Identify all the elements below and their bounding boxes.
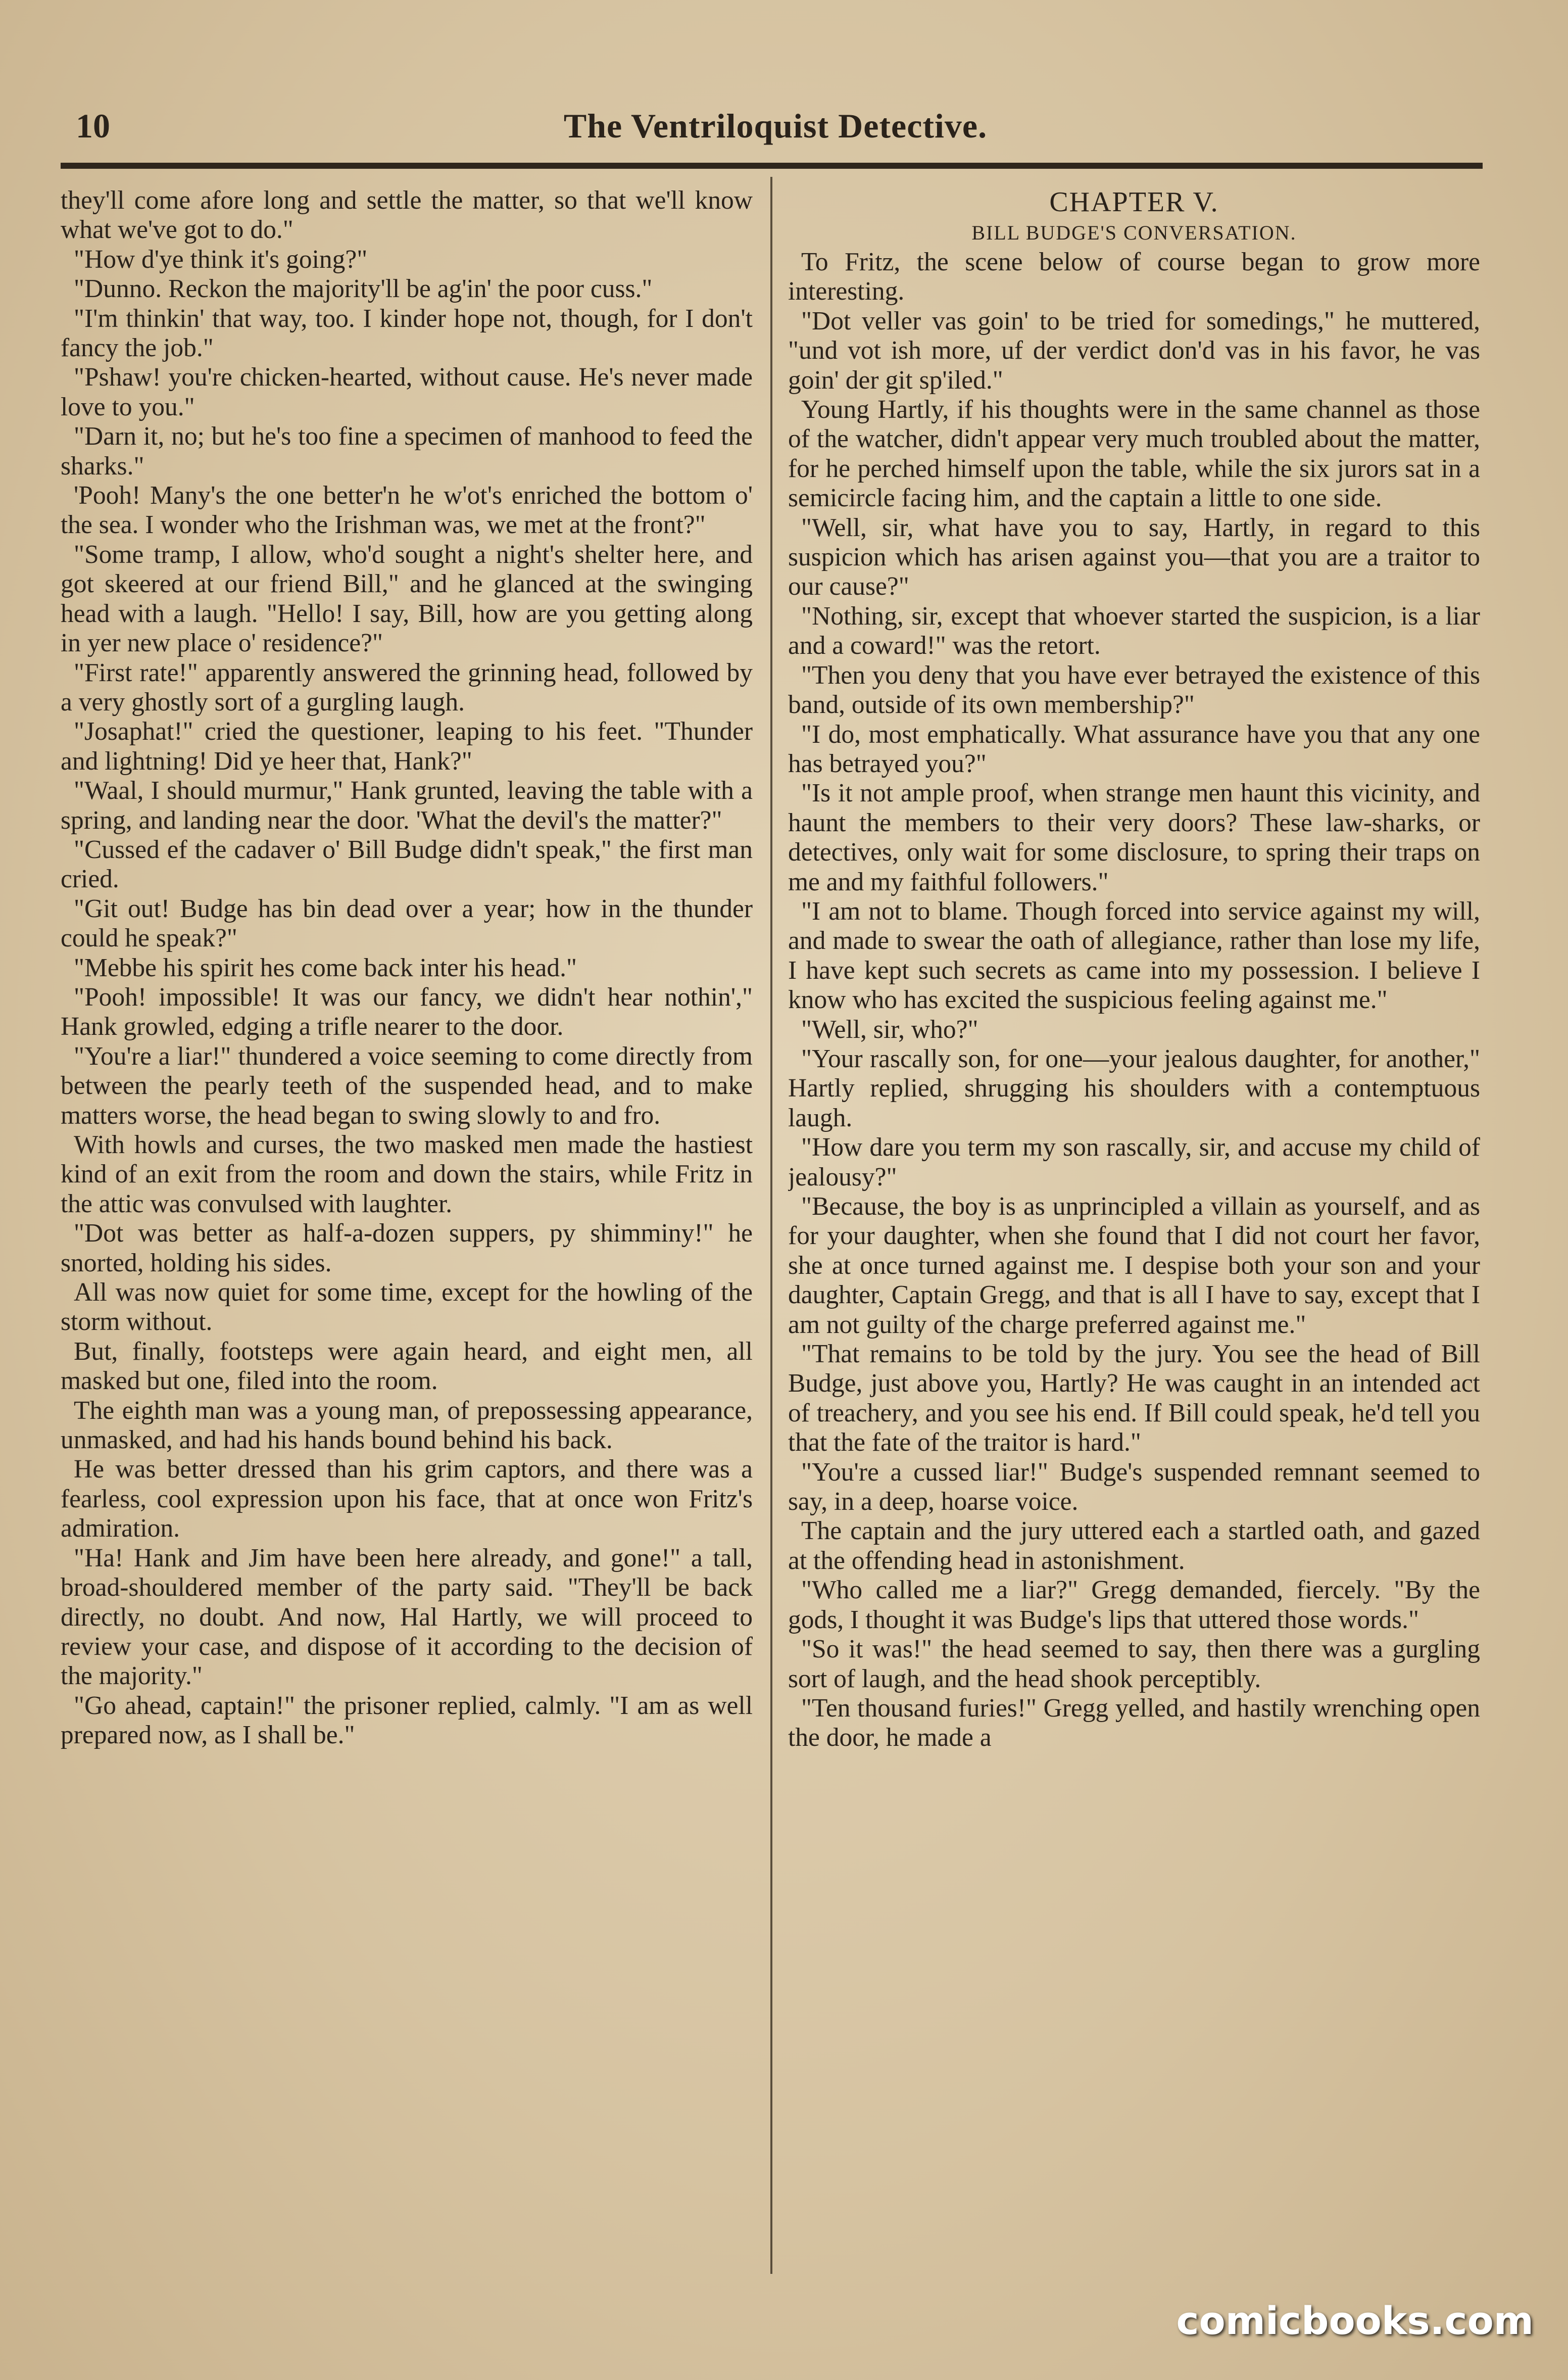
paragraph: But, finally, footsteps were again heard, and eight men, all masked but one, filed into the room.: [61, 1337, 753, 1396]
column-divider: [770, 177, 772, 2274]
paragraph: "Because, the boy is as unprincipled a villain as yourself, and as for your daughter, when she found that I did not court her favor, she at once turned against me. I despise both your son and your daughter, Captain Gregg, and that is all I have to say, except that I am not guilty of the charge preferred against me.": [788, 1192, 1480, 1339]
paragraph: "Is it not ample proof, when strange men haunt this vicinity, and haunt the members to their very doors? These law-sharks, or detectives, only wait for some disclosure, to spring their traps on me and my faithful followers.": [788, 779, 1480, 896]
paragraph: "I do, most emphatically. What assurance have you that any one has betrayed you?": [788, 720, 1480, 778]
paragraph: He was better dressed than his grim captors, and there was a fearless, cool expression upon his face, that at once won Fritz's admiration.: [61, 1455, 753, 1543]
paragraph: "Dot veller vas goin' to be tried for somedings," he muttered, "und vot ish more, uf der verdict don'd vas in his favor, he vas goin' der git sp'iled.": [788, 306, 1480, 395]
paragraph: "Mebbe his spirit hes come back inter his head.": [74, 953, 577, 982]
page-title: The Ventriloquist Detective.: [563, 107, 988, 145]
paragraph: "Ha! Hank and Jim have been here already, and gone!" a tall, broad-shouldered member of the party said. "They'll be back directly, no doubt. And now, Hal Hartly, we will proceed to review your case, and dispose of it according to the decision of the majority.": [61, 1543, 753, 1691]
paragraph: "Darn it, no; but he's too fine a specimen of manhood to feed the sharks.": [61, 422, 753, 481]
paragraph: "Pshaw! you're chicken-hearted, without cause. He's never made love to you.": [61, 363, 753, 421]
paragraph: "Dunno. Reckon the majority'll be ag'in' the poor cuss.": [74, 274, 653, 304]
chapter-subtitle: BILL BUDGE'S CONVERSATION.: [971, 221, 1297, 244]
chapter-title: CHAPTER V.: [1049, 186, 1219, 218]
paragraph: "Pooh! impossible! It was our fancy, we didn't hear nothin'," Hank growled, edging a trifle nearer to the door.: [61, 982, 753, 1041]
paragraph: "Waal, I should murmur," Hank grunted, leaving the table with a spring, and landing near the door. 'What the devil's the matter?": [61, 776, 753, 835]
paragraph: The eighth man was a young man, of prepossessing appearance, unmasked, and had his hands bound behind his back.: [61, 1396, 753, 1455]
paragraph: "Dot was better as half-a-dozen suppers, py shimminy!" he snorted, holding his sides.: [61, 1219, 753, 1277]
paragraph: "Your rascally son, for one—your jealous daughter, for another," Hartly replied, shrugging his shoulders with a contemptuous laugh.: [788, 1044, 1480, 1132]
paragraph: "Well, sir, what have you to say, Hartly, in regard to this suspicion which has arisen against you—that you are a traitor to our cause?": [788, 513, 1480, 601]
watermark: comicbooks.com: [1176, 2298, 1534, 2343]
paragraph: To Fritz, the scene below of course began to grow more interesting.: [788, 248, 1480, 306]
paragraph: "You're a liar!" thundered a voice seeming to come directly from between the pearly teeth of the suspended head, and to make matters worse, the head began to swing slowly to and fro.: [61, 1041, 753, 1130]
paragraph: "How dare you term my son rascally, sir, and accuse my child of jealousy?": [788, 1133, 1480, 1192]
paragraph: "How d'ye think it's going?": [74, 245, 368, 274]
paragraph: The captain and the jury uttered each a startled oath, and gazed at the offending head in astonishment.: [788, 1516, 1480, 1575]
left-column: [61, 186, 753, 2288]
paragraph: "I am not to blame. Though forced into service against my will, and made to swear the oath of allegiance, rather than lose my life, I have kept such secrets as came into my possession. I believe I know who has excited the suspicious feeling against me.": [788, 896, 1480, 1015]
paragraph: "Nothing, sir, except that whoever started the suspicion, is a liar and a coward!" was the retort.: [788, 601, 1480, 660]
paragraph: "First rate!" apparently answered the grinning head, followed by a very ghostly sort of a gurgling laugh.: [61, 658, 753, 717]
paragraph: "Cussed ef the cadaver o' Bill Budge didn't speak," the first man cried.: [61, 835, 753, 894]
paragraph: "Some tramp, I allow, who'd sought a night's shelter here, and got skeered at our friend Bill," and he glanced at the swinging head with a laugh. "Hello! I say, Bill, how are you getting along in yer new place o' residence?": [61, 540, 753, 658]
paragraph: 'Pooh! Many's the one better'n he w'ot's enriched the bottom o' the sea. I wonder who the Irishman was, we met at the front?": [61, 481, 753, 540]
paragraph: Young Hartly, if his thoughts were in the same channel as those of the watcher, didn't appear very much troubled about the matter, for he perched himself upon the table, while the six jurors sat in a semicircle facing him, and the captain a little to one side.: [788, 395, 1480, 513]
page-header: [61, 101, 1490, 167]
paragraph: With howls and curses, the two masked men made the hastiest kind of an exit from the room and down the stairs, while Fritz in the attic was convulsed with laughter.: [61, 1130, 753, 1218]
paragraph: "That remains to be told by the jury. You see the head of Bill Budge, just above you, Hartly? He was caught in an intended act of treachery, and you see his end. If Bill could speak, he'd tell you that the fate of the traitor is hard.": [788, 1340, 1480, 1457]
paragraph: "You're a cussed liar!" Budge's suspended remnant seemed to say, in a deep, hoarse voice.: [788, 1457, 1480, 1516]
paragraph: "I'm thinkin' that way, too. I kinder hope not, though, for I don't fancy the job.": [61, 304, 753, 363]
paragraph: "Then you deny that you have ever betrayed the existence of this band, outside of its own membership?": [788, 660, 1480, 720]
paragraph: "So it was!" the head seemed to say, then there was a gurgling sort of laugh, and the head shook perceptibly.: [788, 1635, 1480, 1693]
paragraph: All was now quiet for some time, except for the howling of the storm without.: [61, 1278, 753, 1337]
paragraph: "Go ahead, captain!" the prisoner replied, calmly. "I am as well prepared now, as I shall be.": [61, 1691, 753, 1750]
paragraph: "Git out! Budge has bin dead over a year; how in the thunder could he speak?": [61, 894, 753, 953]
paragraph: "Who called me a liar?" Gregg demanded, fiercely. "By the gods, I thought it was Budge's lips that uttered those words.": [788, 1576, 1480, 1634]
paragraph: "Josaphat!" cried the questioner, leaping to his feet. "Thunder and lightning! Did ye heer that, Hank?": [61, 717, 753, 776]
paragraph: "Well, sir, who?": [801, 1015, 978, 1044]
right-column: [788, 186, 1480, 2288]
paragraph: they'll come afore long and settle the matter, so that we'll know what we've got to do.": [61, 186, 753, 245]
paragraph: "Ten thousand furies!" Gregg yelled, and hastily wrenching open the door, he made a: [788, 1693, 1480, 1752]
header-rule: [61, 163, 1483, 169]
page-number: 10: [76, 107, 110, 145]
